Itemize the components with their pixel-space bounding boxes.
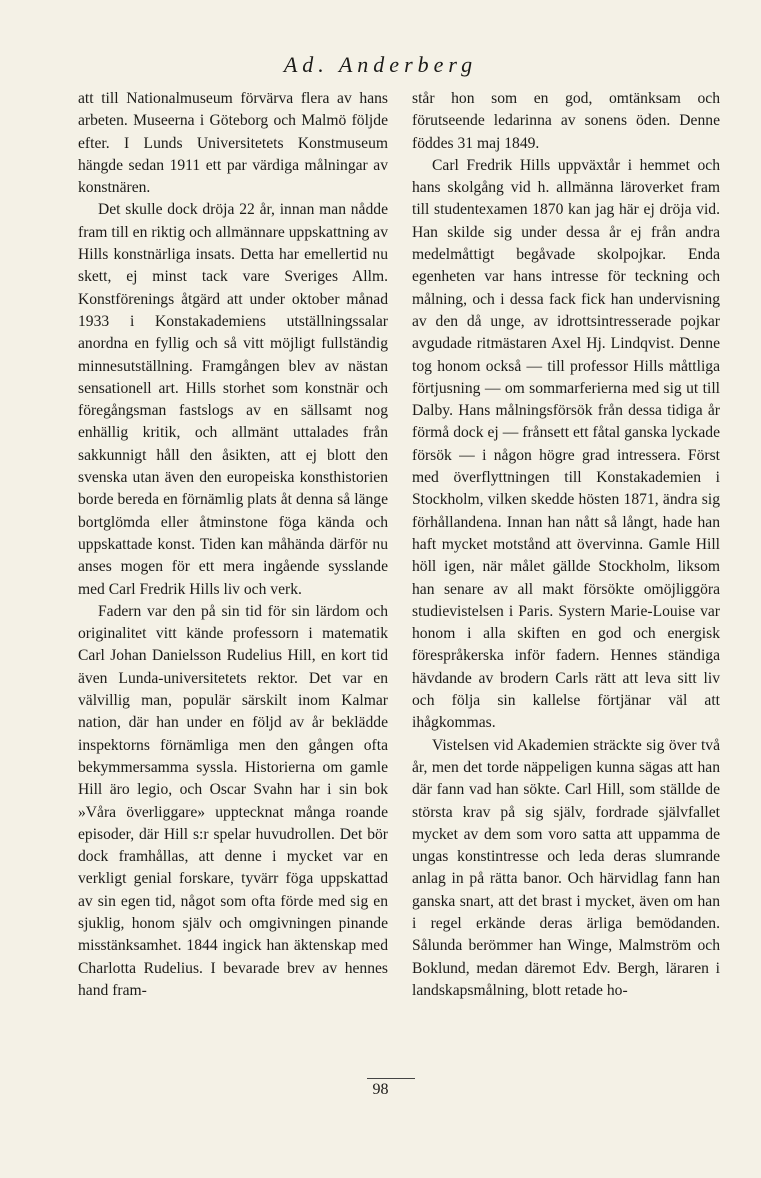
running-header: Ad. Anderberg [283,52,478,77]
right-column [412,88,720,1002]
paragraph: Fadern var den på sin tid för sin lärdom och originalitet vitt kände professorn i matematik Carl Johan Danielsson Rudelius Hill, en kort tid även Lunda-universitetets rektor. Det var en välvillig man, populär särskilt inom Kalmar nation, där han under en följd av år beklädde inspektorns förnämliga men den gången ofta bekymmersamma syssla. Historierna om gamle Hill äro legio, och Oscar Svahn har i sin bok »Våra överliggare» upptecknat många roande episoder, där Hill s:r spelar huvudrollen. Det bör dock framhållas, att denne i mycket var en verkligt genial forskare, tyvärr föga uppskattad av sin egen tid, något som ofta förde med sig en sjuklig, honom själv och omgivningen pinande misstänksamhet. 1844 ingick han äktenskap med Charlotta Rudelius. I bevarade brev av hennes hand fram- [78,602,388,999]
paragraph: står hon som en god, omtänksam och förutseende ledarinna av sonens öden. Denne föddes 31 maj 1849. [412,90,720,152]
paragraph: att till Nationalmuseum förvärva flera av hans arbeten. Museerna i Göteborg och Malmö följde efter. I Lunds Universitetets Konstmuseum hängde sedan 1911 ett par värdiga målningar av konstnären. [78,90,388,197]
left-column [78,88,388,1002]
paragraph: Det skulle dock dröja 22 år, innan man nådde fram till en riktig och allmännare uppskattning av Hills konstnärliga insats. Detta har emellertid nu skett, ej minst tack vare Sveriges Allm. Konstförenings åtgärd att under oktober månad 1933 i Konstakademiens utställningssalar anordna en fyllig och så vitt möjligt fullständig minnesutställning. Framgången blev av nästan sensationell art. Hills storhet som konstnär och föregångsman fastslogs av en sällsamt nog enhällig kritik, och allmänt uttalades från sakkunnigt håll den åsikten, att ej blott den svenska utan även den europeiska konsthistorien borde bereda en förnämlig plats åt denna så länge bortglömda eller åtminstone föga kända och uppskattade konst. Tiden kan måhända därför nu anses mogen för ett mera ingående sysslande med Carl Fredrik Hills liv och verk. [78,201,388,598]
page-number-rule [367,1078,415,1079]
paragraph: Carl Fredrik Hills uppväxtår i hemmet och hans skolgång vid h. allmänna läroverket fram till studentexamen 1870 kan jag här ej dröja vid. Han skilde sig under dessa år ej från andra medelmåttigt begåvade skolpojkar. Enda egenheten var hans intresse för teckning och målning, och i dessa fack fick han undervisning av den då unge, av idrottsintresserade pojkar avgudade ritmästaren Axel Hj. Lindqvist. Denne tog honom också — till professor Hills måttliga förtjusning — om sommarferierna med sig ut till Dalby. Hans målningsförsök från dessa tidiga år förmå dock ej — frånsett ett fåtal ganska lyckade försök — i någon högre grad intressera. Först med överflyttningen till Konstakademien i Stockholm, vilken skedde hösten 1871, ändra sig förhållandena. Innan han nått så långt, hade han haft mycket motstånd att övervinna. Gamle Hill höll igen, när målet gällde Stockholm, liksom han senare av all makt försökte omöjliggöra studievistelsen i Paris. Systern Marie-Louise var honom i alla skiften en god och energisk förespråkerska inför fadern. Hennes ständiga hävdande av brodern Carls rätt att leva sitt liv och följa sin kallelse förtjänar väl att ihågkommas. [412,156,720,732]
paragraph: Vistelsen vid Akademien sträckte sig över två år, men det torde näppeligen kunna sägas att han där fann vad han sökte. Carl Hill, som ställde de största krav på sig själv, fordrade självfallet mycket av dem som voro satta att uppamma de ungas konstintresse och leda deras slumrande anlag in på rätta banor. Och härvidlag fann han ganska snart, att det brast i mycket, även om han i regel erkände deras ärliga bemödanden. Sålunda berömmer han Winge, Malmström och Boklund, medan däremot Edv. Bergh, läraren i landskapsmålning, blott retade ho- [412,736,720,999]
page-number: 98 [372,1081,389,1098]
